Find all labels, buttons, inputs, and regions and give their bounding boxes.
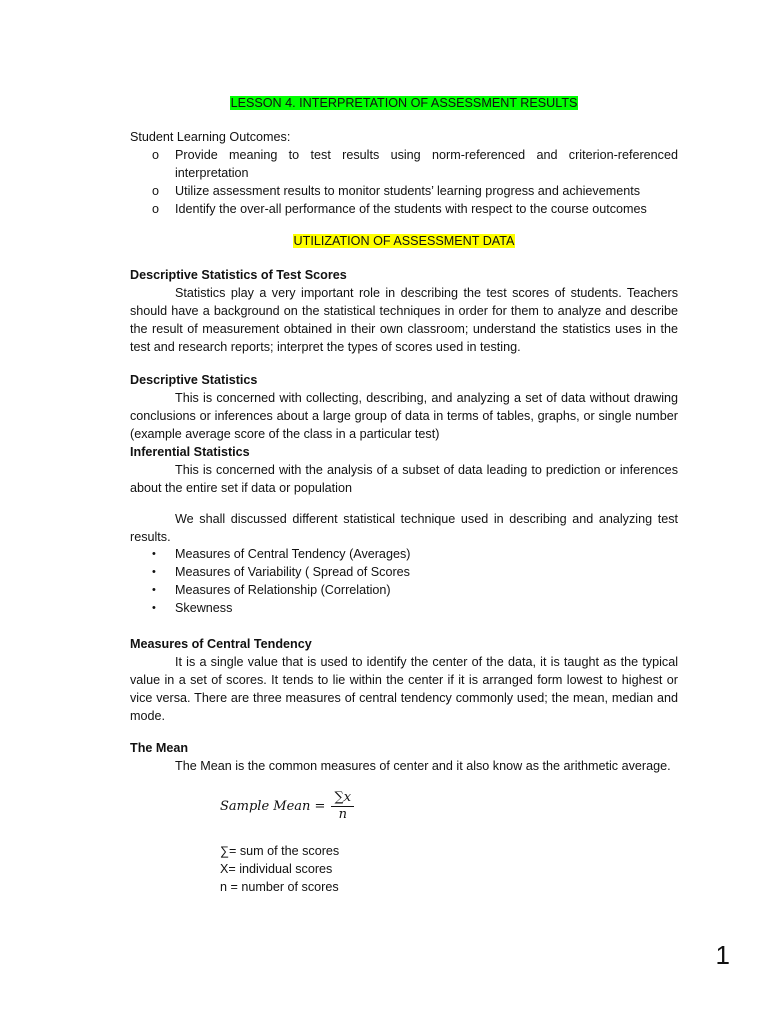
mean-section: [130, 739, 678, 775]
definition-line: X= individual scores: [220, 862, 333, 876]
measure-text: Measures of Variability ( Spread of Scores: [175, 565, 410, 579]
descriptive-paragraph: This is concerned with collecting, describing, and analyzing a set of data without drawing conclusions or inferences about a large group of data in terms of tables, graphs, or single number (example average score of the class in a particular test): [130, 391, 678, 441]
formula-numerator: ∑x: [331, 790, 354, 807]
outcomes-list: [130, 146, 678, 218]
bullet-marker: •: [152, 566, 156, 578]
outcome-item: [130, 182, 678, 200]
outcome-marker: o: [152, 148, 160, 162]
section-title: [130, 232, 678, 250]
bullet-marker: •: [152, 548, 156, 560]
desc-test-section: [130, 266, 678, 356]
definition-line: ∑= sum of the scores: [220, 844, 340, 858]
section-title-text: UTILIZATION OF ASSESSMENT DATA: [293, 234, 515, 248]
measure-item: [130, 545, 678, 563]
central-tendency-section: [130, 635, 678, 725]
mean-paragraph: The Mean is the common measures of center and it also know as the arithmetic average.: [175, 759, 671, 773]
discuss-paragraph: We shall discussed different statistical technique used in describing and analyzing test results.: [130, 512, 678, 544]
inferential-heading: Inferential Statistics: [130, 445, 250, 459]
definition-line: n = number of scores: [220, 880, 339, 894]
formula-definitions: [220, 842, 339, 896]
desc-test-heading: Descriptive Statistics of Test Scores: [130, 268, 347, 282]
mean-heading: The Mean: [130, 741, 189, 755]
document-page: [130, 0, 678, 1024]
measure-text: Skewness: [175, 601, 233, 615]
measure-item: [130, 599, 678, 617]
outcome-marker: o: [152, 184, 160, 198]
formula-fraction: [331, 790, 354, 823]
lesson-title: [130, 94, 678, 112]
outcome-text: Utilize assessment results to monitor students’ learning progress and achievements: [175, 184, 641, 198]
descriptive-heading: Descriptive Statistics: [130, 373, 258, 387]
measures-list: [130, 545, 678, 617]
outcome-text: Identify the over-all performance of the students with respect to the course outcomes: [175, 202, 647, 216]
central-tendency-heading: Measures of Central Tendency: [130, 637, 312, 651]
sample-mean-formula: [220, 790, 354, 823]
lesson-title-text: LESSON 4. INTERPRETATION OF ASSESSMENT RESULTS: [230, 96, 578, 110]
formula-lhs: Sample Mean =: [220, 798, 326, 814]
inferential-paragraph: This is concerned with the analysis of a subset of data leading to prediction or inferences about the entire set if data or population: [130, 463, 678, 495]
page-number: 1: [715, 940, 730, 970]
outcome-text: Provide meaning to test results using norm-referenced and criterion-referenced interpretation: [175, 148, 678, 180]
descriptive-section: [130, 371, 678, 497]
measure-item: [130, 581, 678, 599]
desc-test-paragraph: Statistics play a very important role in describing the test scores of students. Teachers should have a background on the statistical techniques in order for them to analyze and describe the result of measurement obtained in their own classroom; understand the statistics uses in the test and research reports; interpret the types of scores used in testing.: [130, 286, 678, 354]
outcome-item: [130, 200, 678, 218]
bullet-marker: •: [152, 584, 156, 596]
measure-text: Measures of Central Tendency (Averages): [175, 547, 411, 561]
discuss-section: [130, 510, 678, 546]
outcomes-label: Student Learning Outcomes:: [130, 130, 291, 144]
measure-item: [130, 563, 678, 581]
outcome-marker: o: [152, 202, 160, 216]
measure-text: Measures of Relationship (Correlation): [175, 583, 391, 597]
formula-denominator: n: [338, 807, 347, 822]
outcome-item: [130, 146, 678, 182]
bullet-marker: •: [152, 602, 156, 614]
central-tendency-paragraph: It is a single value that is used to identify the center of the data, it is taught as the typical value in a set of scores. It tends to lie within the center if it is arranged form lowest to highest or vice versa. There are three measures of central tendency commonly used; the mean, median and mode.: [130, 655, 678, 723]
